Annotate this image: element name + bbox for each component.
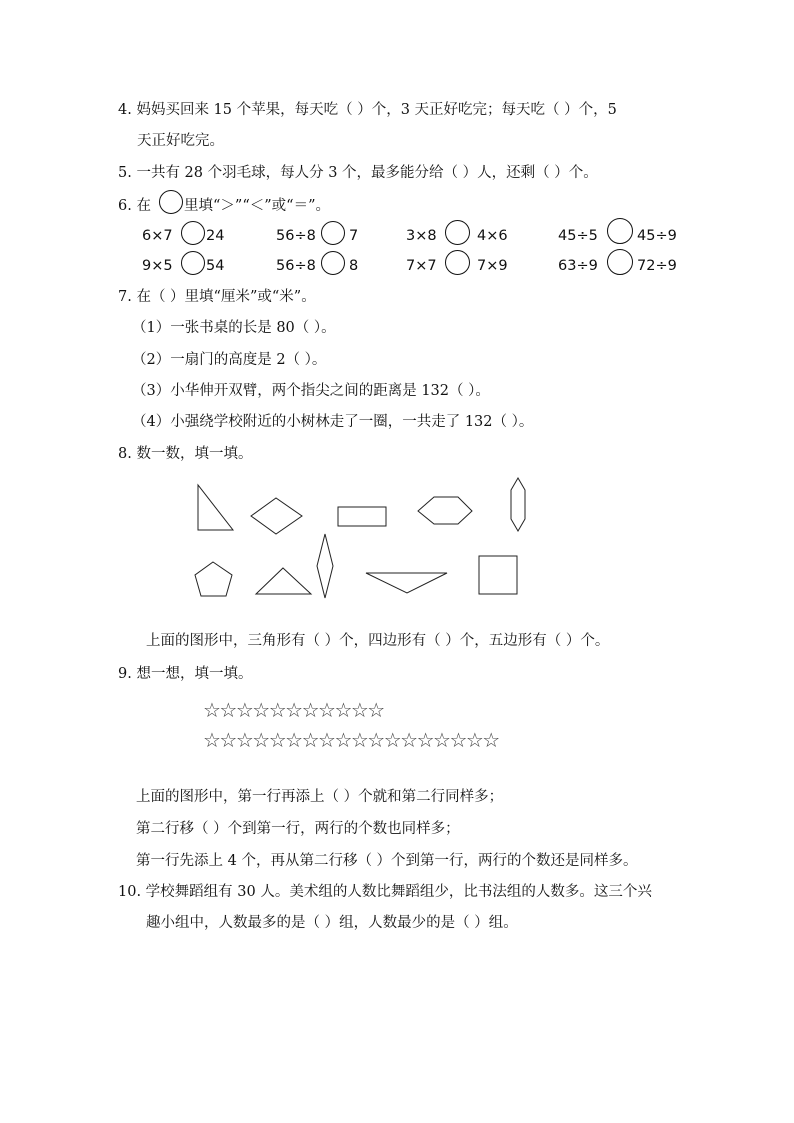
q6-suffix: 里填“＞”“＜”或“＝”。 (184, 198, 330, 214)
square-shape (479, 556, 517, 594)
q7-title: 7. 在（ ）里填“厘米”或“米”。 (118, 289, 316, 305)
q9-line-3: 第一行先添上 4 个，再从第二行移（ ）个到第一行，两行的个数还是同样多。 (136, 853, 638, 869)
q10-line2: 趣小组中，人数最多的是（ ）组，人数最少的是（ ）组。 (146, 915, 518, 931)
q6-item-3-right: 4×6 (477, 228, 508, 244)
q6-item-8-right: 72÷9 (637, 258, 677, 274)
q6-item-1-right: 24 (206, 228, 225, 244)
q6-item-6-left: 56÷8 (276, 258, 316, 274)
q6-item-2-right: 7 (349, 228, 359, 244)
q7-item-2: （2）一扇门的高度是 2（ ）。 (132, 352, 327, 368)
q6-item-3-left: 3×8 (406, 228, 437, 244)
q6-item-8-left: 63÷9 (558, 258, 598, 274)
q6-item-5-right: 54 (206, 258, 225, 274)
rectangle-shape (338, 507, 386, 526)
q6-prefix: 6. 在 (118, 198, 151, 214)
tall-rhombus-shape (317, 534, 333, 598)
q7-item-3: （3）小华伸开双臂，两个指尖之间的距离是 132（ ）。 (132, 383, 490, 399)
inverted-triangle-shape (366, 573, 447, 593)
q4-line1: 4. 妈妈买回来 15 个苹果，每天吃（ ）个，3 天正好吃完；每天吃（ ）个，5 (118, 102, 617, 118)
q7-item-1: （1）一张书桌的长是 80（ ）。 (132, 320, 336, 336)
q9-star-row-1: ☆☆☆☆☆☆☆☆☆☆☆ (203, 698, 384, 722)
narrow-hexagon-shape (511, 478, 525, 531)
q4-line2: 天正好吃完。 (137, 133, 224, 149)
q9-title: 9. 想一想，填一填。 (118, 666, 253, 682)
q6-item-7-right: 7×9 (477, 258, 508, 274)
q6-item-6-right: 8 (349, 258, 359, 274)
q8-answer-line: 上面的图形中，三角形有（ ）个，四边形有（ ）个，五边形有（ ）个。 (146, 633, 610, 649)
hexagon-shape (418, 497, 472, 524)
q9-line-2: 第二行移（ ）个到第一行，两行的个数也同样多； (136, 821, 460, 837)
q6-item-4-right: 45÷9 (637, 228, 677, 244)
q8-title: 8. 数一数，填一填。 (118, 446, 253, 462)
q6-item-1-left: 6×7 (142, 228, 173, 244)
q6-item-4-left: 45÷5 (558, 228, 598, 244)
q9-star-row-2: ☆☆☆☆☆☆☆☆☆☆☆☆☆☆☆☆☆☆ (203, 728, 499, 752)
rhombus-shape (251, 498, 302, 534)
q10-line1: 10. 学校舞蹈组有 30 人。美术组的人数比舞蹈组少，比书法组的人数多。这三个兴 (118, 884, 652, 900)
q6-item-5-left: 9×5 (142, 258, 173, 274)
pentagon-shape (195, 562, 232, 596)
right-triangle-shape (198, 485, 233, 530)
q6-item-2-left: 56÷8 (276, 228, 316, 244)
isosceles-triangle-shape (256, 568, 311, 594)
q6-item-7-left: 7×7 (406, 258, 437, 274)
q9-line-1: 上面的图形中，第一行再添上（ ）个就和第二行同样多； (136, 789, 504, 805)
q7-item-4: （4）小强绕学校附近的小树林走了一圈，一共走了 132（ ）。 (132, 414, 534, 430)
q5-text: 5. 一共有 28 个羽毛球，每人分 3 个，最多能分给（ ）人，还剩（ ）个。 (118, 165, 598, 181)
